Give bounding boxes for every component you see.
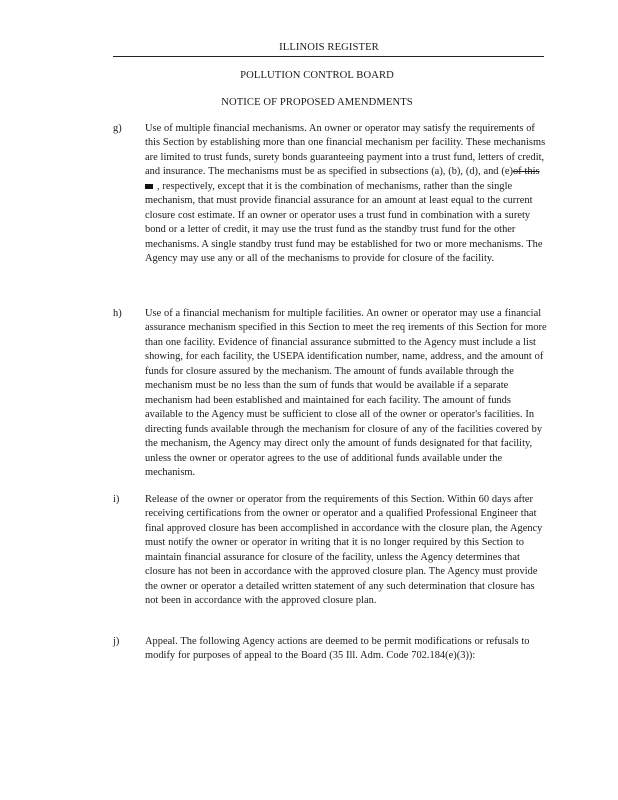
- header-rule: [113, 56, 544, 57]
- subsection-text: [145, 122, 550, 267]
- redaction-mark: [145, 184, 153, 189]
- subsection-text: [145, 635, 550, 664]
- subsection-label: h): [113, 308, 122, 319]
- subsection-label: j): [113, 636, 120, 647]
- paragraph: Use of a financial mechanism for multiple facilities. An owner or operator may use a financial assurance mechanism specified in this Section to meet the req irements of this Section for more than one facility. Evidence of financial assurance submitted to the Agency must include a list showing, for each facility, the USEPA identification number, name, address, and the amount of funds for closure assured by the mechanism. The amount of funds available through the mechanism must be no less than the sum of funds that would be available if a separate mechanism had been established and maintained for each facility. The amount of funds available to the Agency must be sufficient to close all of the owner or operator's facilities. In directing funds available through the mechanism for closure of any of the facilities covered by the mechanism, the Agency may direct only the amount of funds designated for that facility, unless the owner or operator agrees to the use of additional funds available under the mechanism.: [145, 308, 547, 478]
- text-after-strike: , respectively, except that it is the combination of mechanisms, rather than the single mechanism, that must provide financial assurance for an amount at least equal to the current closure cost estimate. If an owner or operator uses a trust fund in combination with a surety bond or a letter of credit, it may use the trust fund as the standby trust fund for the other mechanisms. A single standby trust fund may be established for two or more mechanisms. The Agency may use any or all of the mechanisms to provide for closure of the facility.: [145, 180, 543, 265]
- subsection-label: i): [113, 494, 120, 505]
- text-before-strike: Use of multiple financial mechanisms. An owner or operator may satisfy the requirements of this Section by establishing more than one financial mechanism per facility. These mechanisms are limited to trust funds, surety bonds guaranteeing payment into a trust fund, letters of credit, and insurance. The mechanisms must be as specified in subsections (a), (b), (d), and (e): [145, 123, 546, 178]
- subsection-text: [145, 493, 550, 609]
- paragraph: Release of the owner or operator from the requirements of this Section. Within 60 days after receiving certifications from the owner or operator and a qualified Professional Engineer that final approved closure has been accomplished in accordance with the closure plan, the Agency must notify the owner or operator in writing that it is no longer required by this Section to maintain financial assurance for closure of the facility, unless the Agency determines that closure has not been in accordance with the approved closure plan. The Agency must provide the owner or operator a detailed written statement of any such determination that closure has not been in accordance with the approved closure plan.: [145, 494, 543, 607]
- register-title: ILLINOIS REGISTER: [279, 42, 379, 53]
- notice-title: NOTICE OF PROPOSED AMENDMENTS: [221, 97, 413, 108]
- paragraph: Appeal. The following Agency actions are deemed to be permit modifications or refusals to modify for purposes of appeal to the Board (35 Ill. Adm. Code 702.184(e)(3)):: [145, 636, 530, 662]
- subsection-label: g): [113, 123, 122, 134]
- struck-text: of this: [512, 166, 540, 178]
- subsection-text: [145, 307, 550, 480]
- board-title: POLLUTION CONTROL BOARD: [240, 70, 394, 81]
